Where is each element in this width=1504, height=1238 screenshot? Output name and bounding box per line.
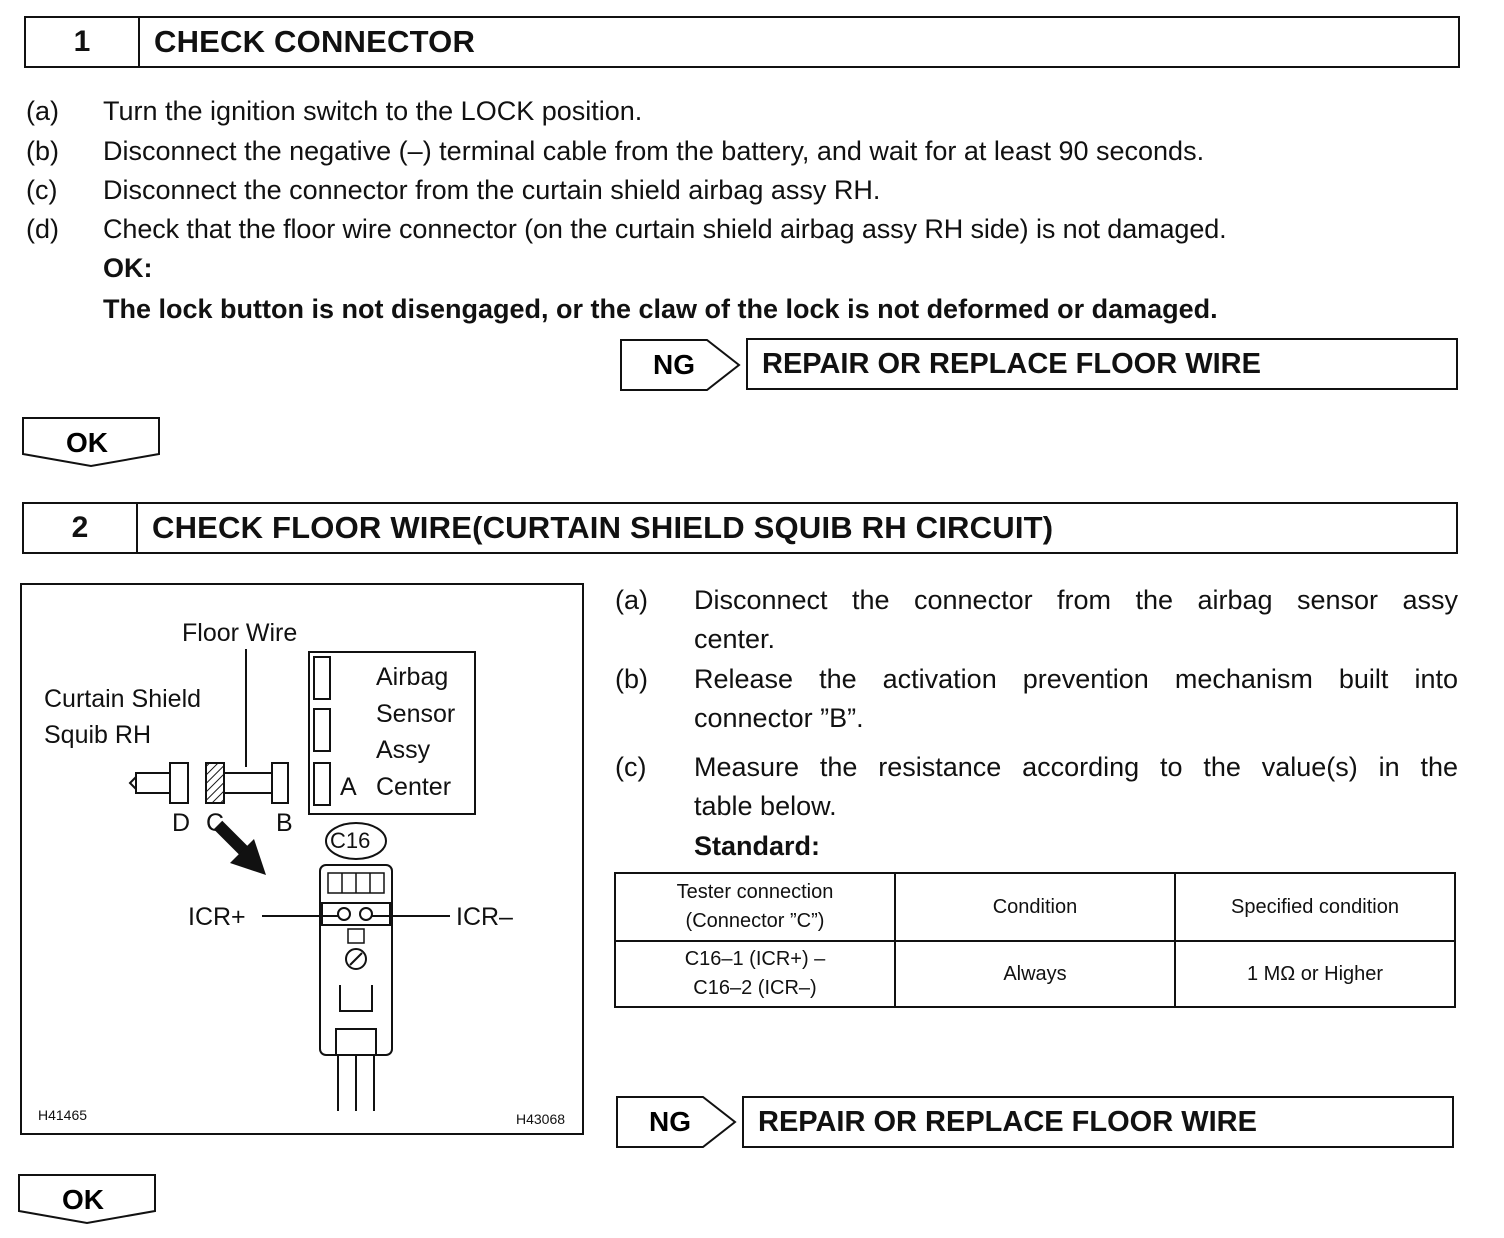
connector-letter-b: B: [276, 809, 293, 837]
airbag-label-4: Center: [376, 773, 452, 801]
figure-id-right: H43068: [516, 1111, 566, 1127]
step2-text-b-line2: connector ”B”.: [694, 703, 864, 733]
table-cell-condition: Always: [895, 941, 1175, 1007]
step2-text-a-line2: center.: [694, 624, 776, 654]
step2-text-a-line1: Disconnect the connector from the airbag sensor assy: [694, 585, 1458, 615]
curtain-shield-label-2: Squib RH: [44, 721, 151, 749]
step1-label-b: (b): [26, 136, 59, 166]
standard-label: Standard:: [694, 831, 821, 861]
step2-number: 2: [24, 504, 138, 552]
icr-minus-label: ICR–: [456, 903, 513, 931]
step2-text-a: [694, 581, 1458, 659]
wiring-drawing: [22, 585, 582, 1133]
step1-ng-action: REPAIR OR REPLACE FLOOR WIRE: [746, 338, 1458, 390]
table-header-tester: [615, 873, 895, 941]
step1-ng-arrow: [619, 338, 743, 392]
step2-label-c: (c): [615, 752, 647, 782]
spec-table: [614, 872, 1456, 1008]
figure-id-left: H41465: [38, 1107, 88, 1123]
step2-text-c-line1: Measure the resistance according to the value(s) in the: [694, 752, 1458, 782]
step1-ng-label: NG: [653, 349, 695, 380]
table-cell-tester: [615, 941, 895, 1007]
curtain-shield-label-1: Curtain Shield: [44, 685, 202, 713]
step2-label-a: (a): [615, 585, 648, 615]
step2-ng-action: REPAIR OR REPLACE FLOOR WIRE: [742, 1096, 1454, 1148]
airbag-label-2: Sensor: [376, 700, 456, 728]
step2-ng-label: NG: [649, 1106, 691, 1137]
step1-ok-criteria: The lock button is not disengaged, or the claw of the lock is not deformed or damaged.: [103, 294, 1218, 324]
table-header-condition: Condition: [895, 873, 1175, 941]
connector-letter-d: D: [172, 809, 191, 837]
step2-ng-arrow: [615, 1095, 739, 1149]
connector-letter-a: A: [340, 773, 357, 801]
step2-label-b: (b): [615, 664, 648, 694]
step2-title: CHECK FLOOR WIRE(CURTAIN SHIELD SQUIB RH CIRCUIT): [152, 510, 1054, 545]
connector-c16-label: C16: [330, 828, 371, 853]
connector-letter-c: C: [206, 809, 225, 837]
step1-ok-label: OK:: [103, 253, 153, 283]
icr-plus-label: ICR+: [188, 903, 246, 931]
floor-wire-label: Floor Wire: [182, 619, 298, 647]
step1-ok-button[interactable]: [21, 416, 161, 468]
step2-ok-button[interactable]: [17, 1173, 157, 1225]
table-cell-specified: 1 MΩ or Higher: [1175, 941, 1455, 1007]
table-header-tester-line1: Tester connection: [676, 881, 834, 903]
step1-number: 1: [26, 18, 140, 66]
table-cell-tester-line1: C16–1 (ICR+) –: [684, 948, 826, 970]
table-header-tester-line2: (Connector ”C”): [685, 910, 825, 932]
step1-header: [24, 16, 1460, 68]
table-cell-tester-line2: C16–2 (ICR–): [693, 977, 817, 999]
step1-label-a: (a): [26, 96, 59, 126]
step2-header: [22, 502, 1458, 554]
step1-ok-button-label: OK: [66, 427, 108, 458]
step2-text-c-line2: table below.: [694, 791, 837, 821]
step1-label-d: (d): [26, 214, 59, 244]
table-header-specified: Specified condition: [1175, 873, 1455, 941]
step1-instructions: [26, 92, 1466, 332]
step2-ok-button-label: OK: [62, 1184, 104, 1215]
airbag-label-1: Airbag: [376, 663, 449, 691]
step1-text-b: Disconnect the negative (–) terminal cable from the battery, and wait for at least 90 seconds.: [103, 136, 1205, 166]
step2-text-c: [694, 748, 1458, 826]
step1-label-c: (c): [26, 175, 58, 205]
connector-diagram: [20, 583, 584, 1135]
step2-text-b: [694, 660, 1458, 738]
step1-text-c: Disconnect the connector from the curtain shield airbag assy RH.: [103, 175, 881, 205]
step1-text-d: Check that the floor wire connector (on the curtain shield airbag assy RH side) is not damaged.: [103, 214, 1227, 244]
step1-text-a: Turn the ignition switch to the LOCK position.: [103, 96, 643, 126]
airbag-label-3: Assy: [376, 736, 431, 764]
step1-title: CHECK CONNECTOR: [154, 24, 476, 59]
step2-text-b-line1: Release the activation prevention mechanism built into: [694, 664, 1458, 694]
